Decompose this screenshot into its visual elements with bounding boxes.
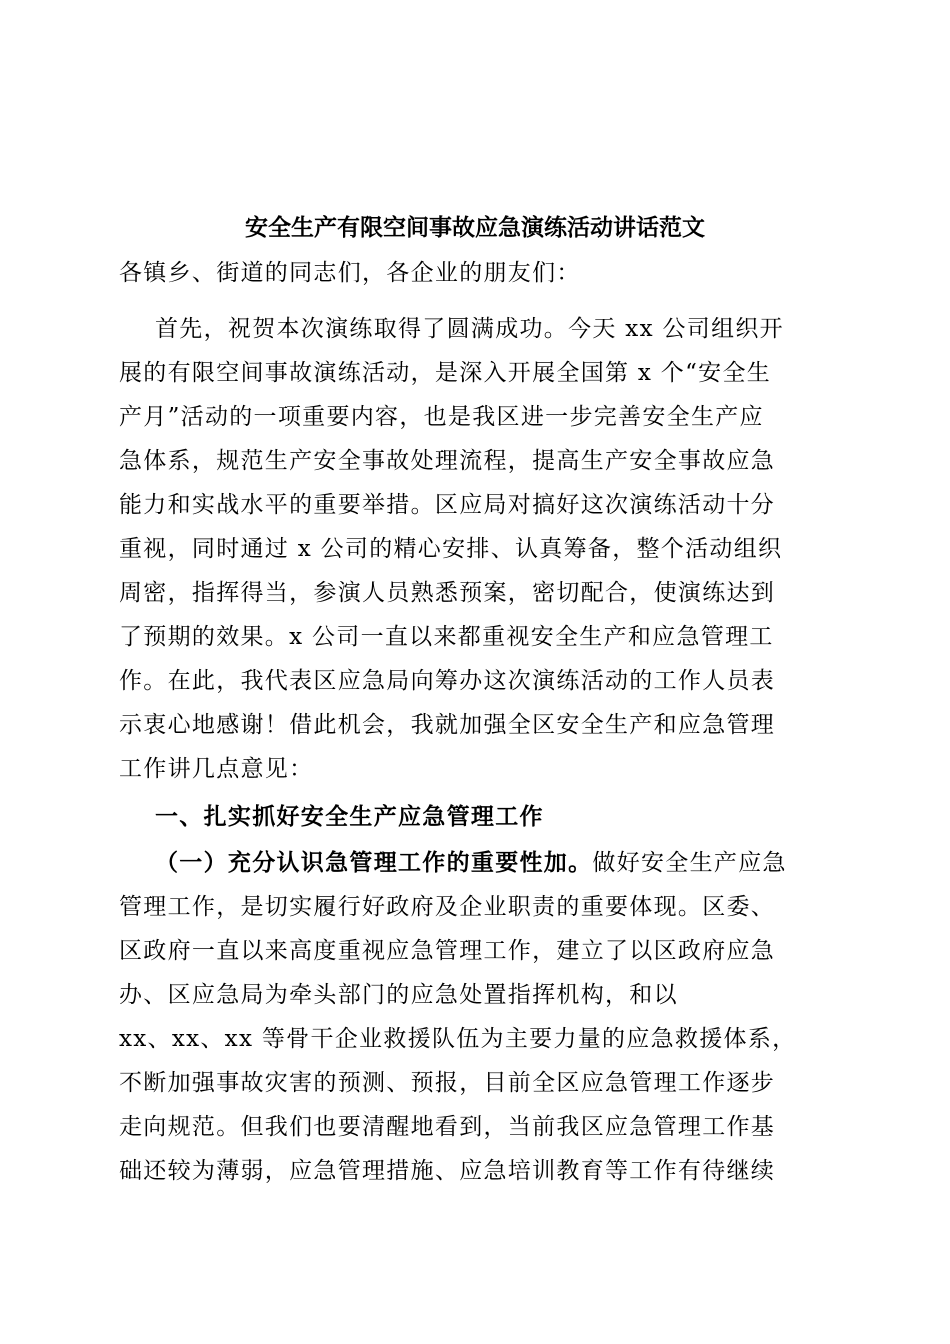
salutation: 各镇乡、街道的同志们，各企业的朋友们： xyxy=(119,260,581,286)
paragraph-line: 能力和实战水平的重要举措。区应局对搞好这次演练活动十分 xyxy=(119,492,776,518)
paragraph-line: 作。在此，我代表区应急局向筹办这次演练活动的工作人员表 xyxy=(119,668,776,694)
subheading-line xyxy=(155,843,787,883)
subheading-tail: 做好安全生产应急 xyxy=(592,850,787,876)
paragraph-line: 展的有限空间事故演练活动，是深入开展全国第 x 个“安全生 xyxy=(119,360,772,386)
document-title: 安全生产有限空间事故应急演练活动讲话范文 xyxy=(245,214,705,241)
paragraph-line: 走向规范。但我们也要清醒地看到，当前我区应急管理工作基 xyxy=(119,1114,776,1140)
paragraph-line: 管理工作，是切实履行好政府及企业职责的重要体现。区委、 xyxy=(119,894,776,920)
paragraph-line: 首先，祝贺本次演练取得了圆满成功。今天 xx 公司组织开 xyxy=(155,316,784,342)
paragraph-line: 工作讲几点意见： xyxy=(119,756,314,782)
paragraph-line: 产月”活动的一项重要内容，也是我区进一步完善安全生产应 xyxy=(119,404,764,430)
paragraph-line: 周密，指挥得当，参演人员熟悉预案，密切配合，使演练达到 xyxy=(119,580,776,606)
section-heading: 一、扎实抓好安全生产应急管理工作 xyxy=(155,803,544,830)
paragraph-line: 急体系，规范生产安全事故处理流程，提高生产安全事故应急 xyxy=(119,448,776,474)
paragraph-line: 不断加强事故灾害的预测、预报，目前全区应急管理工作逐步 xyxy=(119,1070,776,1096)
paragraph-line: 了预期的效果。x 公司一直以来都重视安全生产和应急管理工 xyxy=(119,624,774,650)
paragraph-line: 示衷心地感谢！借此机会，我就加强全区安全生产和应急管理 xyxy=(119,712,776,738)
subheading-title: （一）充分认识急管理工作的重要性加。 xyxy=(155,849,593,876)
paragraph-line: 重视，同时通过 x 公司的精心安排、认真筹备，整个活动组织 xyxy=(119,536,783,562)
paragraph-line: 础还较为薄弱，应急管理措施、应急培训教育等工作有待继续 xyxy=(119,1158,776,1184)
paragraph-line: xx、xx、xx 等骨干企业救援队伍为主要力量的应急救援体系， xyxy=(119,1026,797,1052)
paragraph-line: 办、区应急局为牵头部门的应急处置指挥机构，和以 xyxy=(119,982,678,1008)
paragraph-line: 区政府一直以来高度重视应急管理工作，建立了以区政府应急 xyxy=(119,938,776,964)
